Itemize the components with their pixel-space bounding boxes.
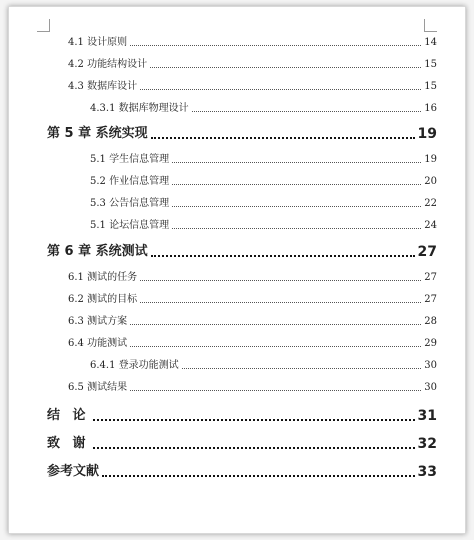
dot-leader (192, 110, 422, 112)
toc-chapter-title: 结 论 (47, 408, 90, 423)
toc-entry-page: 29 (424, 338, 437, 349)
toc-entry-title: 6.3 测试方案 (68, 316, 128, 327)
dot-leader (93, 418, 415, 421)
toc-entry-4-2[interactable] (68, 58, 437, 72)
toc-entry-title: 4.3.1 数据库物理设计 (90, 103, 189, 114)
toc-references[interactable] (47, 463, 437, 481)
toc-chapter-title: 参考文献 (47, 464, 100, 479)
toc-entry-4-1[interactable] (68, 36, 437, 50)
toc-entry-6-1[interactable] (68, 271, 437, 285)
dot-leader (140, 301, 421, 303)
toc-entry-5-2[interactable] (90, 175, 437, 189)
toc-entry-page: 28 (424, 316, 437, 327)
dot-leader (150, 66, 421, 68)
toc-entry-6-5[interactable] (68, 381, 437, 395)
dot-leader (130, 389, 421, 391)
toc-entry-5-1[interactable] (90, 153, 437, 167)
dot-leader (140, 279, 421, 281)
toc-entry-page: 27 (424, 294, 437, 305)
toc-entry-page: 27 (424, 272, 437, 283)
toc-entry-6-2[interactable] (68, 293, 437, 307)
dot-leader (102, 474, 415, 477)
toc-entry-page: 30 (424, 382, 437, 393)
toc-chapter-page: 32 (417, 436, 437, 452)
toc-entry-page: 14 (424, 37, 437, 48)
toc-chapter-page: 27 (417, 244, 437, 260)
dot-leader (93, 446, 415, 449)
toc-entry-title: 5.2 作业信息管理 (90, 176, 170, 187)
toc-entry-title: 5.3 公告信息管理 (90, 198, 170, 209)
dot-leader (172, 183, 421, 185)
toc-chapter-title: 第 5 章 系统实现 (47, 126, 148, 141)
toc-entry-title: 6.1 测试的任务 (68, 272, 138, 283)
toc-chapter-6[interactable] (47, 243, 437, 261)
toc-entry-6-3[interactable] (68, 315, 437, 329)
dot-leader (130, 44, 421, 46)
dot-leader (130, 345, 421, 347)
toc-entry-title: 5.1 学生信息管理 (90, 154, 170, 165)
toc-entry-title: 6.5 测试结果 (68, 382, 128, 393)
toc-entry-5-3[interactable] (90, 197, 437, 211)
toc-entry-title: 4.2 功能结构设计 (68, 59, 148, 70)
dot-leader (151, 254, 415, 257)
toc-chapter-page: 31 (417, 408, 437, 424)
toc-acknowledgements[interactable] (47, 435, 437, 453)
toc-entry-title: 6.4.1 登录功能测试 (90, 360, 179, 371)
toc-entry-title: 6.4 功能测试 (68, 338, 128, 349)
toc-entry-page: 22 (424, 198, 437, 209)
document-page (8, 6, 466, 534)
dot-leader (172, 161, 421, 163)
dot-leader (130, 323, 421, 325)
dot-leader (172, 227, 421, 229)
toc-chapter-page: 33 (417, 464, 437, 480)
toc-entry-page: 24 (424, 220, 437, 231)
toc-entry-page: 15 (424, 59, 437, 70)
toc-entry-page: 19 (424, 154, 437, 165)
toc-chapter-title: 第 6 章 系统测试 (47, 244, 148, 259)
toc-entry-page: 16 (424, 103, 437, 114)
toc-entry-page: 15 (424, 81, 437, 92)
dot-leader (140, 88, 421, 90)
toc-conclusion[interactable] (47, 407, 437, 425)
crop-mark-top-right (424, 19, 437, 32)
dot-leader (172, 205, 421, 207)
dot-leader (182, 367, 422, 369)
dot-leader (151, 136, 415, 139)
crop-mark-top-left (37, 19, 50, 32)
toc-entry-4-3-1[interactable] (90, 102, 437, 116)
toc-entry-title: 6.2 测试的目标 (68, 294, 138, 305)
toc-entry-6-4[interactable] (68, 337, 437, 351)
toc-chapter-5[interactable] (47, 125, 437, 143)
toc-entry-title: 5.1 论坛信息管理 (90, 220, 170, 231)
toc-entry-title: 4.1 设计原则 (68, 37, 128, 48)
toc-entry-page: 30 (424, 360, 437, 371)
toc-entry-6-4-1[interactable] (90, 359, 437, 373)
toc-entry-title: 4.3 数据库设计 (68, 81, 138, 92)
toc-entry-5-forum[interactable] (90, 219, 437, 233)
toc-entry-4-3[interactable] (68, 80, 437, 94)
toc-chapter-title: 致 谢 (47, 436, 90, 451)
toc-chapter-page: 19 (417, 126, 437, 142)
toc-entry-page: 20 (424, 176, 437, 187)
